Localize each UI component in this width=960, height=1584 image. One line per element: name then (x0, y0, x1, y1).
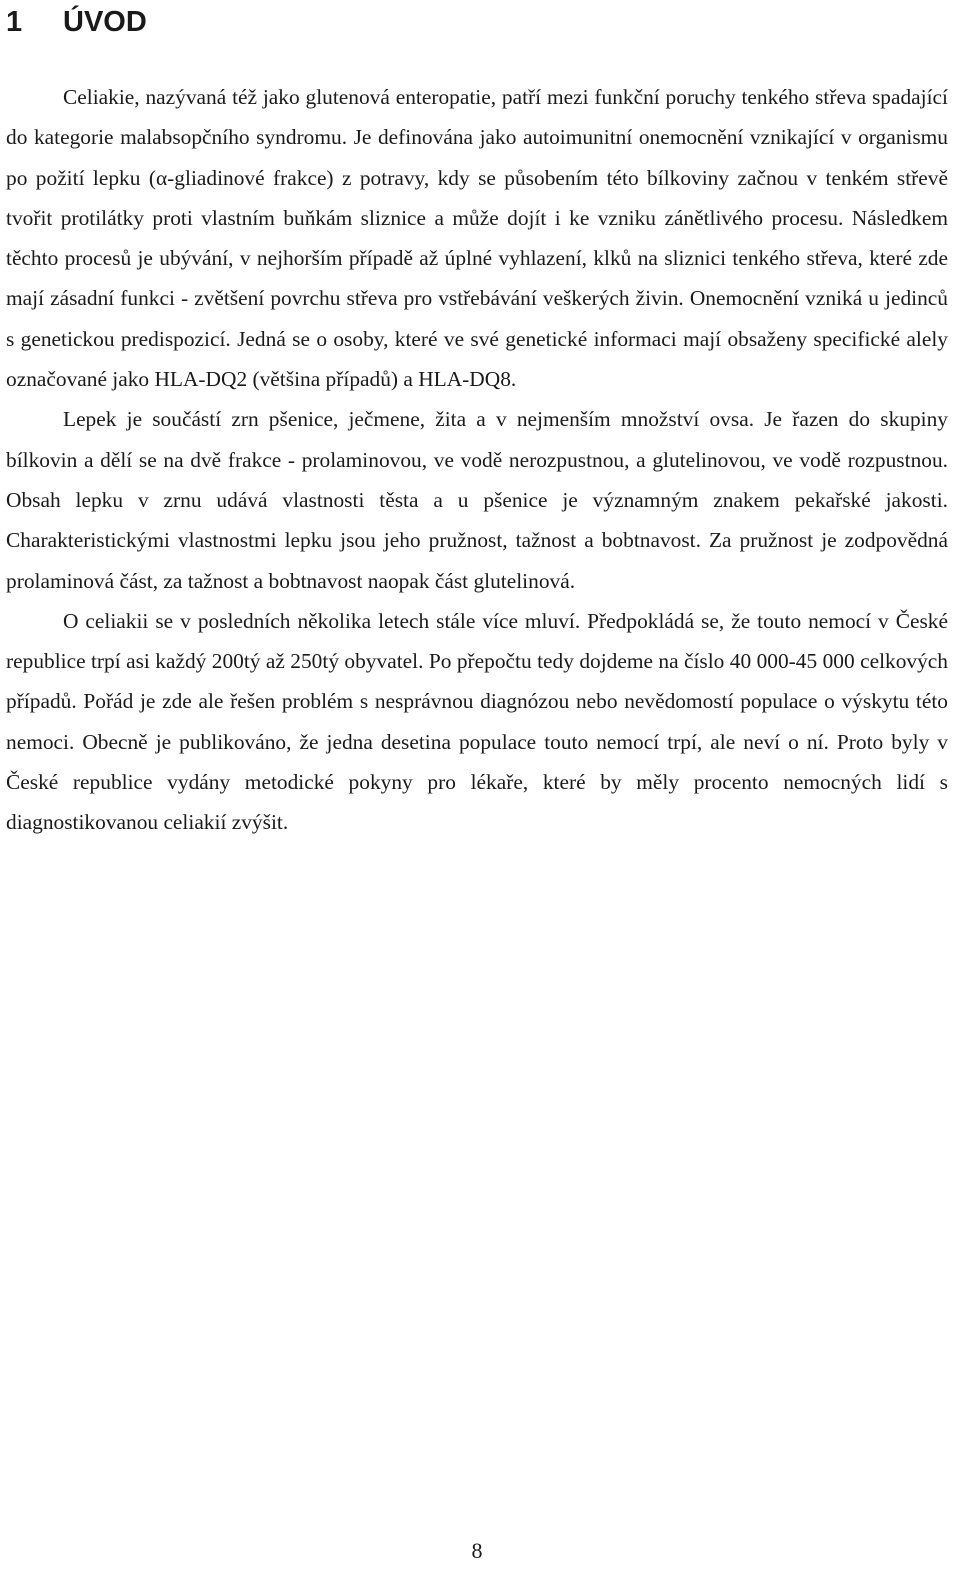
page-number: 8 (471, 1538, 483, 1563)
paragraph-celiac-definition: Celiakie, nazývaná též jako glutenová enteropatie, patří mezi funkční poruchy tenkého střeva spadající do kategorie malabsopčního syndromu. Je definována jako autoimunitní onemocnění vznikající v organismu po požití lepku (α-gliadinové frakce) z potravy, kdy se působením této bílkoviny začnou v tenkém střevě tvořit protilátky proti vlastním buňkám sliznice a může dojít i ke vzniku zánětlivého procesu. Následkem těchto procesů je ubývání, v nejhorším případě až úplné vyhlazení, klků na sliznici tenkého střeva, které zde mají zásadní funkci - zvětšení povrchu střeva pro vstřebávání veškerých živin. Onemocnění vzniká u jedinců s genetickou predispozicí. Jedná se o osoby, které ve své genetické informaci mají obsaženy specifické alely označované jako HLA-DQ2 (většina případů) a HLA-DQ8. (6, 85, 948, 392)
paragraph-gluten: Lepek je součástí zrn pšenice, ječmene, žita a v nejmenším množství ovsa. Je řazen do skupiny bílkovin a dělí se na dvě frakce - prolaminovou, ve vodě nerozpustnou, a glutelinovou, ve vodě rozpustnou. Obsah lepku v zrnu udává vlastnosti těsta a u pšenice je významným znakem pekařské jakosti. Charakteristickými vlastnostmi lepku jsou jeho pružnost, tažnost a bobtnavost. Za pružnost je zodpovědná prolaminová část, za tažnost a bobtnavost naopak část glutelinová. (6, 407, 948, 593)
chapter-title: ÚVOD (63, 6, 147, 38)
chapter-number: 1 (6, 6, 23, 38)
body-text (6, 77, 948, 843)
chapter-heading (6, 2, 147, 42)
paragraph-prevalence: O celiakii se v posledních několika letech stále více mluví. Předpokládá se, že touto nemocí v České republice trpí asi každý 200tý až 250tý obyvatel. Po přepočtu tedy dojdeme na číslo 40 000-45 000 celkových případů. Pořád je zde ale řešen problém s nesprávnou diagnózou nebo nevědomostí populace o výskytu této nemoci. Obecně je publikováno, že jedna desetina populace touto nemocí trpí, ale neví o ní. Proto byly v České republice vydány metodické pokyny pro lékaře, které by měly procento nemocných lidí s diagnostikovanou celiakií zvýšit. (6, 608, 948, 835)
document-page (6, 0, 948, 1584)
